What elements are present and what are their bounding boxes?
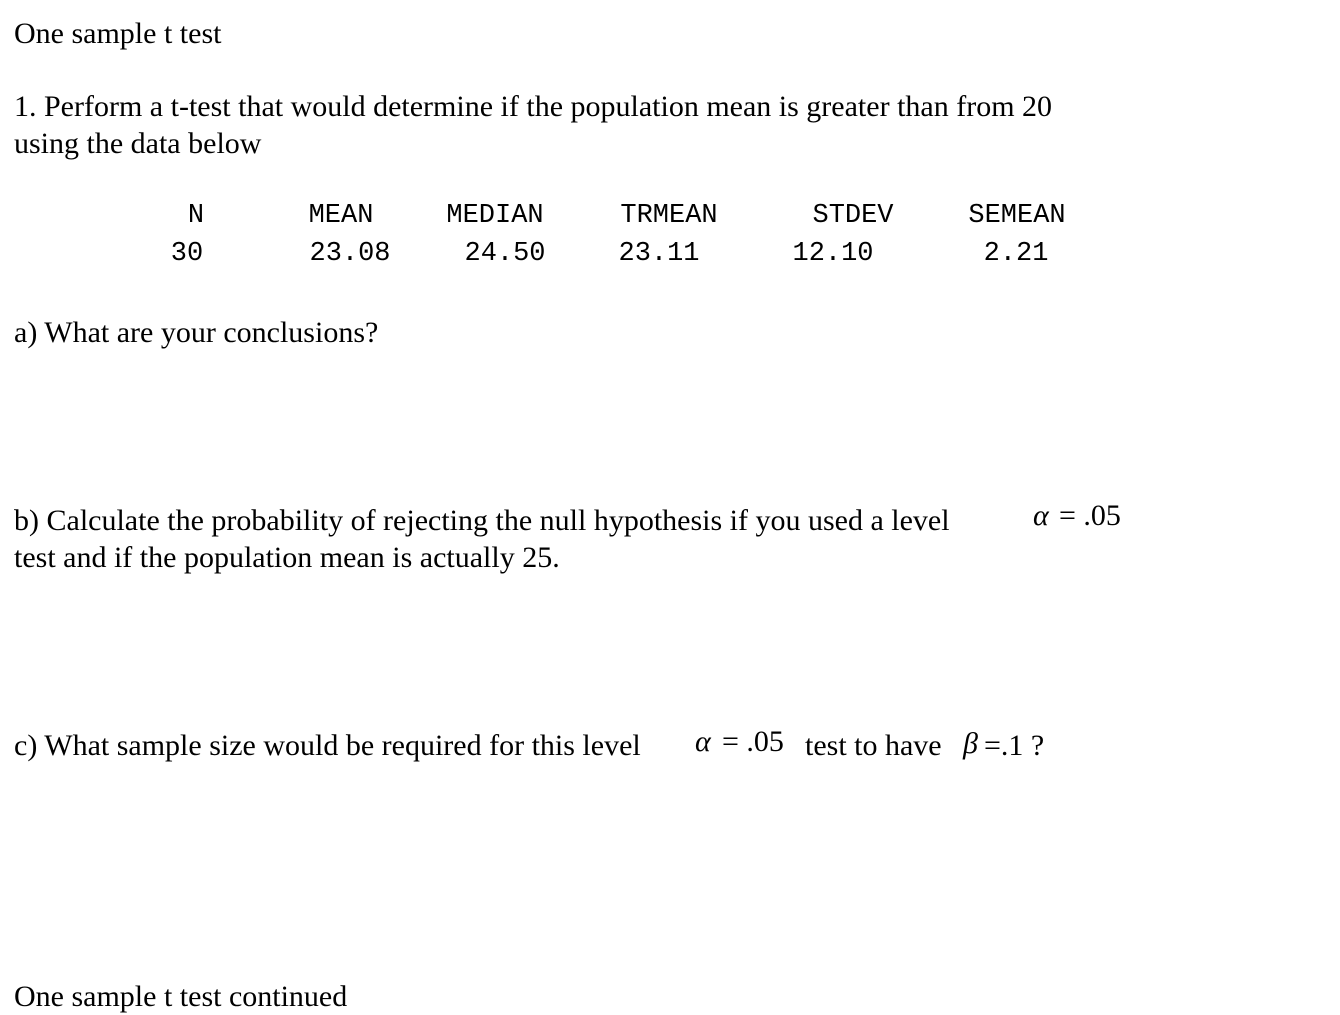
- value-semean: 2.21: [983, 239, 1049, 269]
- part-c-text-middle: test to have: [805, 729, 942, 762]
- header-semean: SEMEAN: [968, 201, 1066, 231]
- page-title: One sample t test: [14, 17, 222, 50]
- part-c-text-before: c) What sample size would be required for this level: [14, 729, 641, 762]
- question-1-line-2: using the data below: [14, 127, 262, 160]
- part-b-line-1: b) Calculate the probability of rejecting the null hypothesis if you used a level: [14, 504, 950, 537]
- alpha-symbol: α: [1033, 499, 1049, 532]
- alpha-value: = .05: [722, 725, 784, 758]
- beta-symbol: β: [963, 727, 978, 760]
- question-1-line-1: 1. Perform a t-test that would determine if the population mean is greater than from 20: [14, 90, 1053, 123]
- header-mean: MEAN: [308, 201, 374, 231]
- value-trmean: 23.11: [618, 239, 700, 269]
- value-n: 30: [170, 239, 204, 269]
- header-n: N: [187, 201, 205, 231]
- beta-value: =.1 ?: [984, 729, 1045, 762]
- cut-off-heading: One sample t test continued: [14, 980, 348, 1013]
- value-stdev: 12.10: [792, 239, 874, 269]
- value-median: 24.50: [464, 239, 546, 269]
- header-stdev: STDEV: [812, 201, 894, 231]
- header-trmean: TRMEAN: [620, 201, 718, 231]
- part-a-question: a) What are your conclusions?: [14, 316, 379, 349]
- part-b-line-2: test and if the population mean is actually 25.: [14, 541, 560, 574]
- alpha-value: = .05: [1059, 499, 1121, 532]
- alpha-symbol: α: [695, 725, 711, 758]
- value-mean: 23.08: [309, 239, 391, 269]
- header-median: MEDIAN: [446, 201, 544, 231]
